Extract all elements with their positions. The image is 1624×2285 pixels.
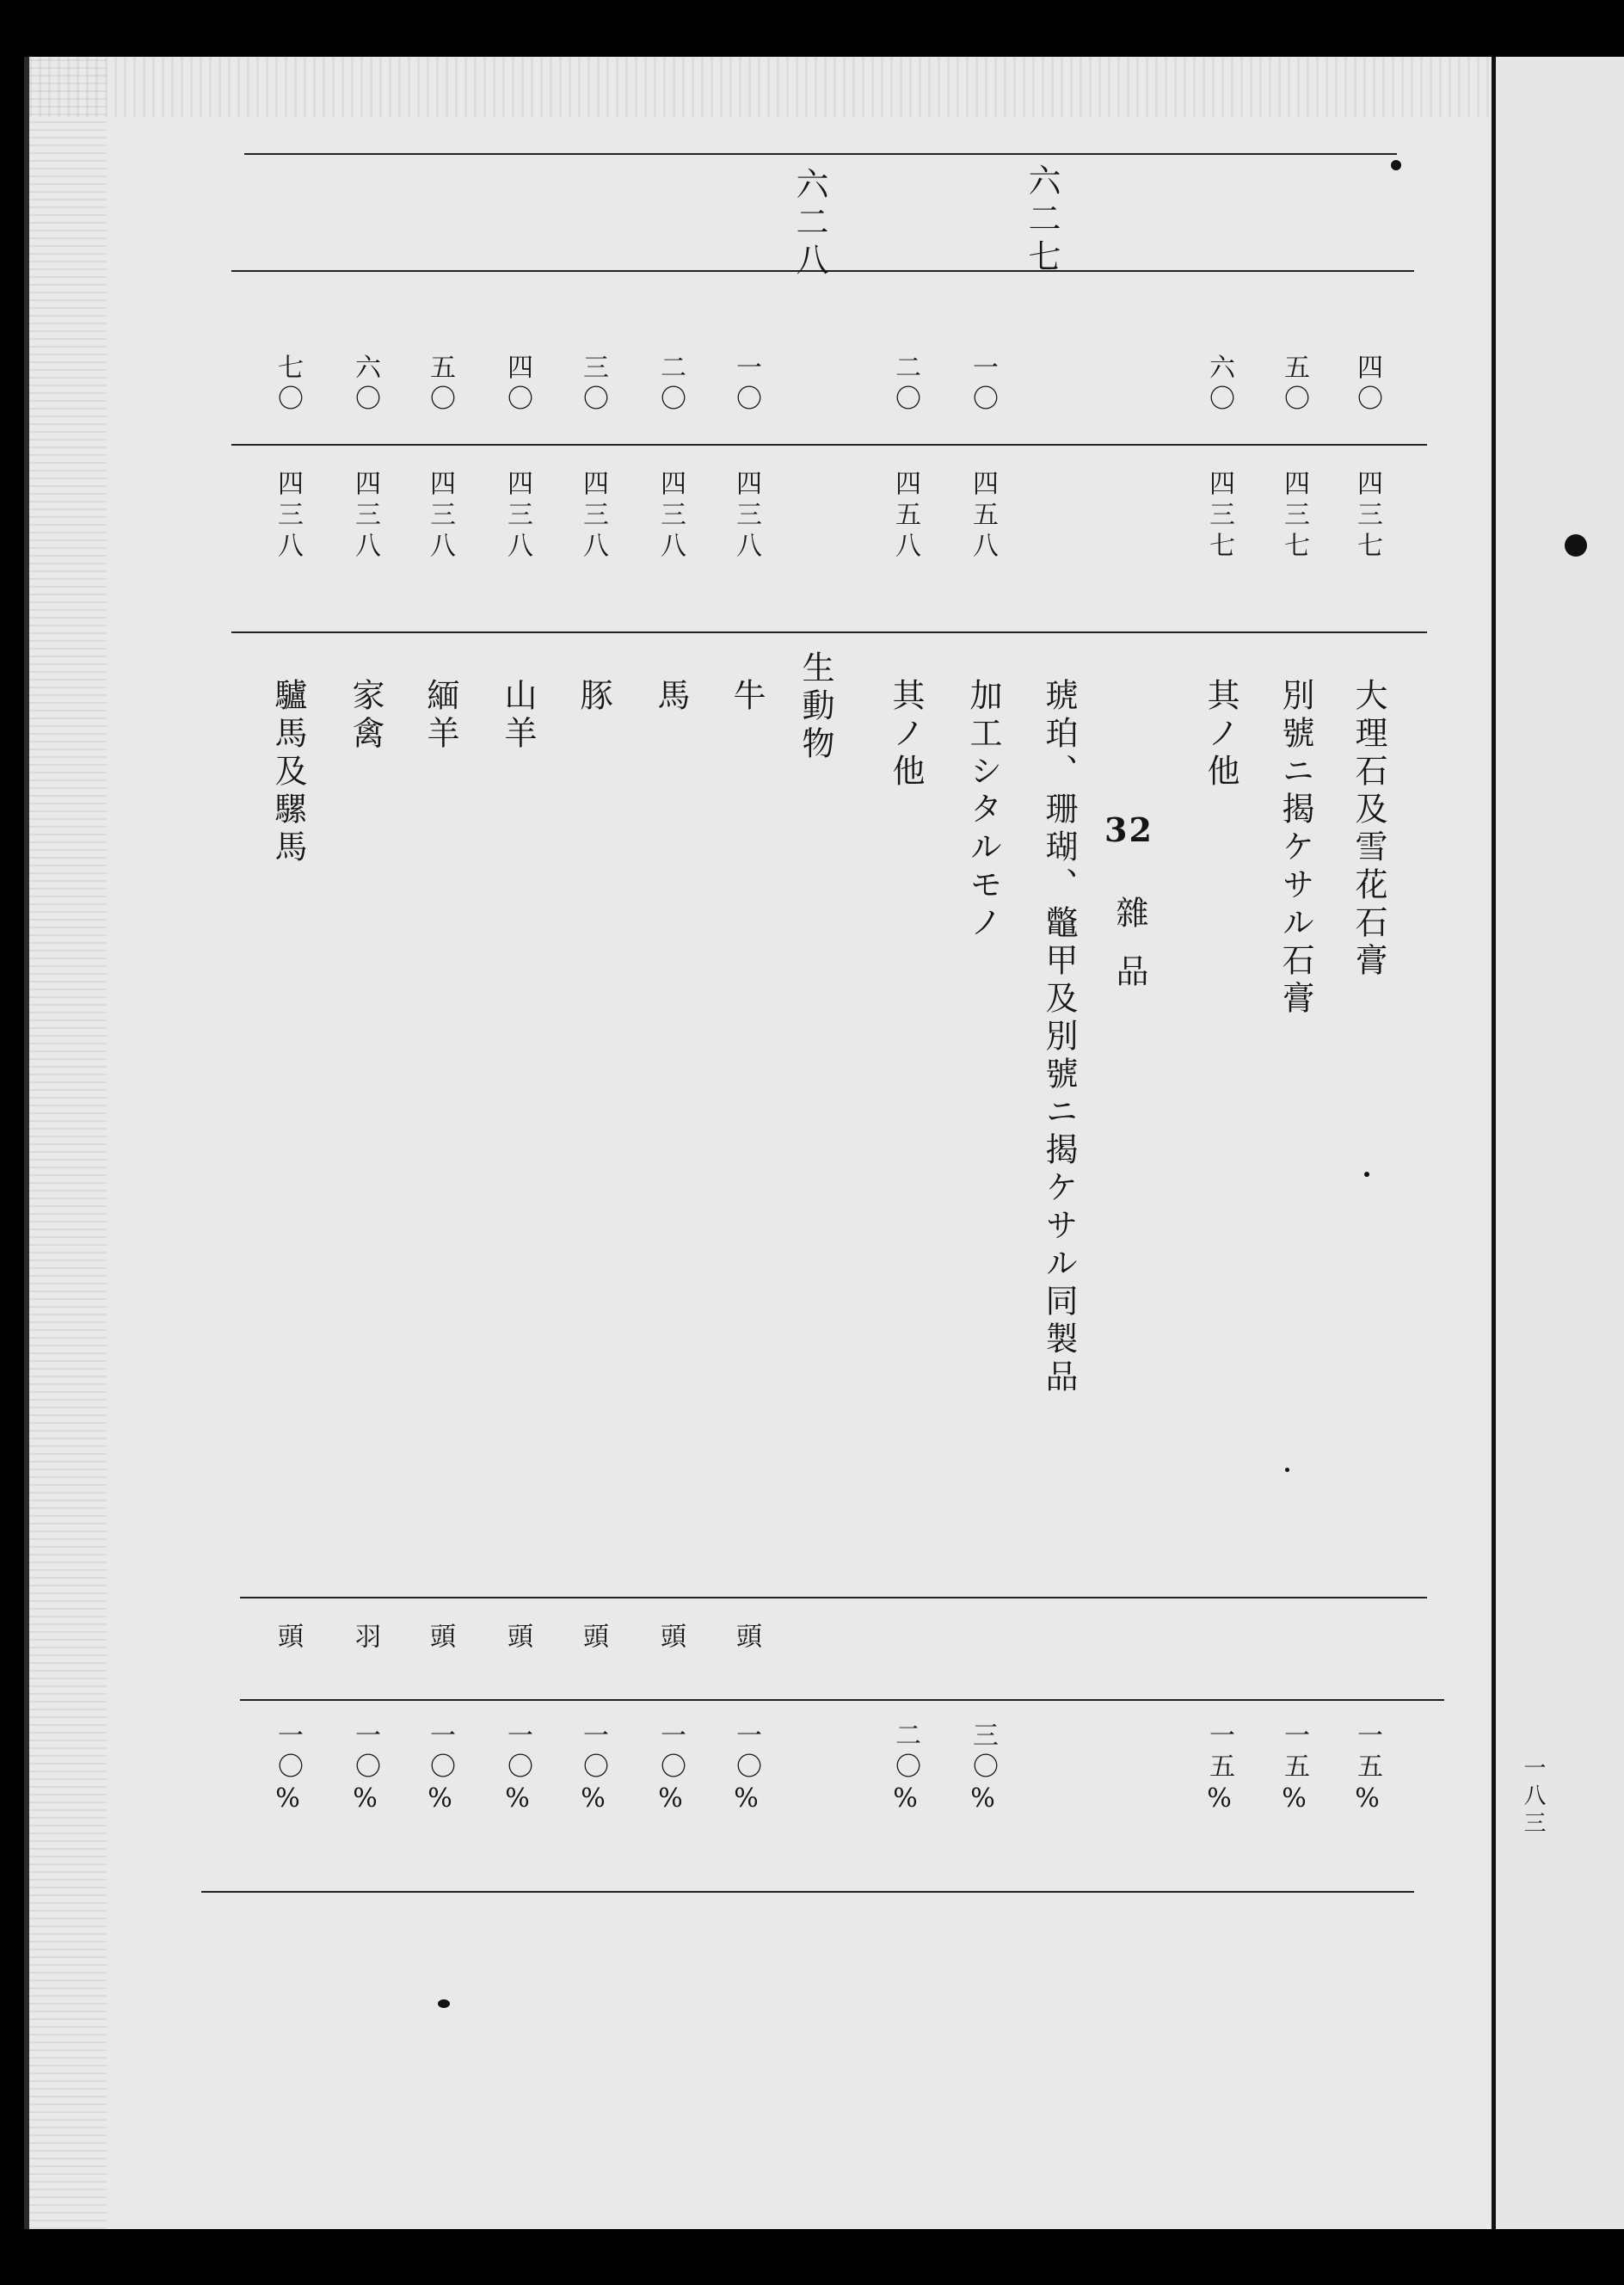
header-code-628: 六二八 [790,167,828,280]
rate-cell: 五〇 [1279,354,1309,416]
rate-cell: 一〇 [731,354,761,416]
item-cell: 豚 [575,678,612,716]
scan-speck [1565,534,1587,557]
document-page [24,57,1492,2229]
duty-cell: 三〇% [968,1721,998,1819]
rule-top [244,153,1397,155]
duty-cell: 一五% [1204,1721,1234,1819]
item-cell: 大理石及雪花石膏 [1350,678,1387,981]
price-cell: 四三七 [1204,470,1234,563]
scan-speck [1285,1468,1289,1472]
price-cell: 四三八 [425,470,455,563]
unit-cell: 頭 [655,1623,686,1654]
item-cell: 緬羊 [421,678,459,754]
price-cell: 四三八 [350,470,380,563]
item-cell: 山羊 [499,678,537,754]
item-cell: 家禽 [347,678,384,754]
duty-cell: 一〇% [502,1721,532,1819]
rule-units-top [240,1597,1427,1598]
unit-cell: 頭 [502,1623,532,1654]
rule-units-bottom [240,1699,1444,1701]
rate-cell: 六〇 [1204,354,1234,416]
unit-cell: 頭 [731,1623,761,1654]
rate-cell: 一〇 [968,354,998,416]
item-cell: 其ノ他 [1202,678,1240,791]
price-cell: 四三八 [731,470,761,563]
price-cell: 四三七 [1352,470,1382,563]
header-code-627: 六二七 [1023,163,1061,277]
unit-cell: 頭 [578,1623,608,1654]
item-cell: 驢馬及騾馬 [269,678,307,867]
rule-prices-bottom [231,631,1427,633]
item-cell: 琥珀、珊瑚、鼈甲及別號ニ揭ケサル同製品 [1040,678,1078,1397]
price-cell: 四三八 [273,470,303,563]
rate-cell: 四〇 [1352,354,1382,416]
price-cell: 四三七 [1279,470,1309,563]
unit-cell: 頭 [425,1623,455,1654]
unit-cell: 羽 [350,1623,380,1654]
scan-speck [1364,1172,1369,1177]
duty-cell: 一〇% [578,1721,608,1819]
rule-codes-bottom [231,444,1427,446]
item-cell: 生動物 [797,650,834,764]
duty-cell: 一〇% [425,1721,455,1819]
adjacent-page-strip [1492,57,1624,2229]
duty-cell: 一五% [1352,1721,1382,1819]
scan-edge-noise [29,57,107,2229]
duty-cell: 一〇% [350,1721,380,1819]
price-cell: 四三八 [655,470,686,563]
item-cell: 其ノ他 [887,678,925,791]
item-cell: 加工シタルモノ [964,678,1002,943]
price-cell: 四五八 [890,470,920,563]
section-title: 雜品 [1110,896,1148,1013]
scan-speck [438,1999,450,2008]
duty-cell: 一〇% [731,1721,761,1819]
page-number: 一八三 [1520,1756,1546,1838]
item-cell: 馬 [652,678,690,716]
rate-cell: 三〇 [578,354,608,416]
section-number: 32 [1104,810,1153,849]
unit-cell: 頭 [273,1623,303,1654]
duty-cell: 一五% [1279,1721,1309,1819]
rate-cell: 七〇 [273,354,303,416]
scan-top-noise [29,57,1492,117]
price-cell: 四三八 [578,470,608,563]
rule-bottom [201,1891,1414,1893]
rate-cell: 四〇 [502,354,532,416]
item-cell: 別號ニ揭ケサル石膏 [1276,678,1314,1019]
duty-cell: 一〇% [273,1721,303,1819]
price-cell: 四三八 [502,470,532,563]
rate-cell: 五〇 [425,354,455,416]
price-cell: 四五八 [968,470,998,563]
rate-cell: 二〇 [890,354,920,416]
duty-cell: 一〇% [655,1721,686,1819]
rate-cell: 六〇 [350,354,380,416]
duty-cell: 二〇% [890,1721,920,1819]
scan-speck [1391,160,1401,170]
item-cell: 牛 [728,678,766,716]
rate-cell: 二〇 [655,354,686,416]
